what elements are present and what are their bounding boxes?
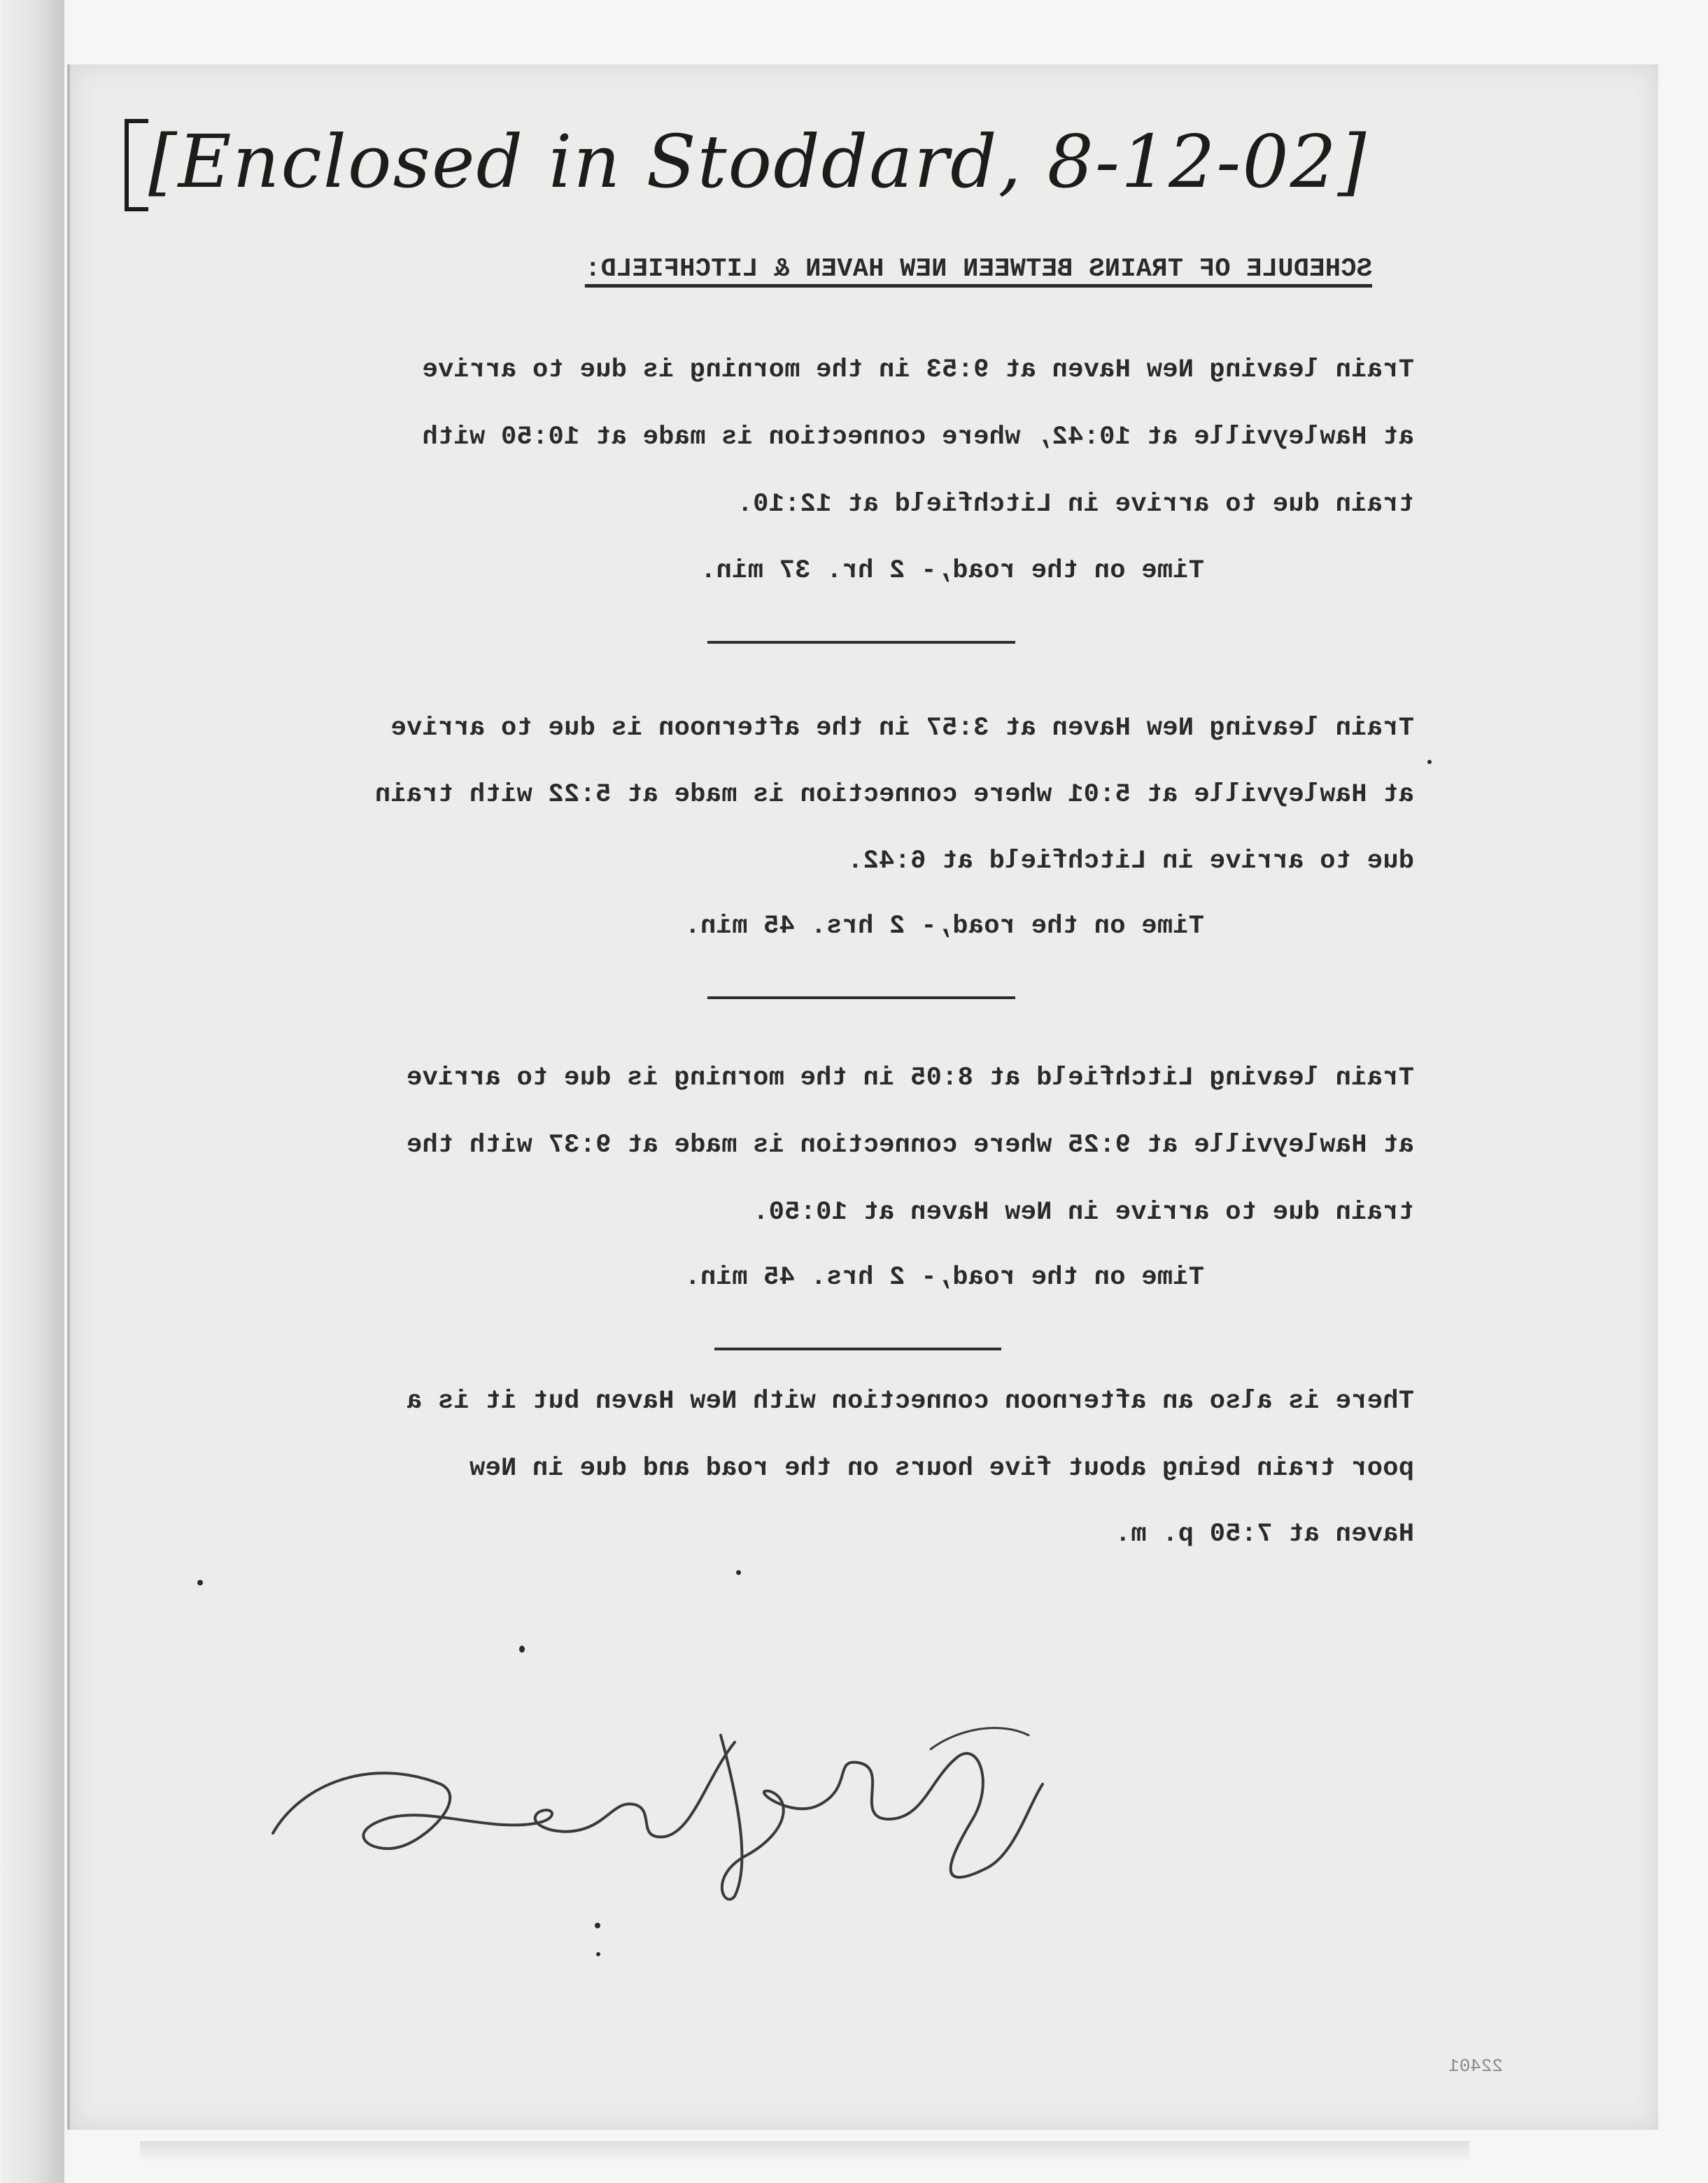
paragraph-4-line-3: Haven at 7:50 p. m. [1115, 1520, 1414, 1549]
separator-rule-2 [707, 996, 1015, 999]
paragraph-3-line-3: train due to arrive in New Haven at 10:50. [752, 1198, 1414, 1227]
signature [259, 1700, 1155, 1910]
paragraph-3-line-2: at Hawleyville at 9:25 where connection is made at 9:37 with the [406, 1131, 1414, 1160]
ink-speck [197, 1580, 203, 1585]
paragraph-3-time: Time on the road,- 2 hrs. 45 min. [684, 1263, 1204, 1292]
ink-speck [595, 1923, 600, 1928]
ink-speck [519, 1646, 525, 1653]
paragraph-1-time: Time on the road,- 2 hr. 37 min. [700, 556, 1204, 586]
document-title: SCHEDULE OF TRAINS BETWEEN NEW HAVEN & LITCHFIELD: [584, 255, 1372, 284]
ink-speck [596, 1952, 600, 1956]
paragraph-2-line-3: due to arrive in Litchfield at 6:42. [847, 847, 1414, 876]
paragraph-1-line-2: at Hawleyville at 10:42, where connection is made at 10:50 with [422, 423, 1414, 452]
paragraph-2-time: Time on the road,- 2 hrs. 45 min. [684, 912, 1204, 941]
ink-speck [736, 1570, 741, 1575]
paragraph-3-line-1: Train leaving Litchfield at 8:05 in the morning is due to arrive [406, 1064, 1414, 1093]
paragraph-1-line-3: train due to arrive in Litchfield at 12:10. [737, 490, 1414, 519]
annotation-text: [Enclosed in Stoddard, 8-12-02] [148, 119, 1368, 204]
page-number: 22401 [1448, 2056, 1504, 2077]
paragraph-2-line-2: at Hawleyville at 5:01 where connection is made at 5:22 with train [374, 780, 1414, 810]
paragraph-4-line-1: There is also an afternoon connection with New Haven but it is a [406, 1387, 1414, 1416]
paragraph-4-line-2: poor train being about five hours on the road and due in New [469, 1454, 1414, 1483]
ink-speck [1427, 760, 1432, 764]
separator-rule-3 [714, 1348, 1001, 1350]
separator-rule-1 [707, 641, 1015, 644]
paragraph-1-line-1: Train leaving New Haven at 9:53 in the morning is due to arrive [422, 355, 1414, 385]
paragraph-2-line-1: Train leaving New Haven at 3:57 in the afternoon is due to arrive [390, 714, 1414, 743]
